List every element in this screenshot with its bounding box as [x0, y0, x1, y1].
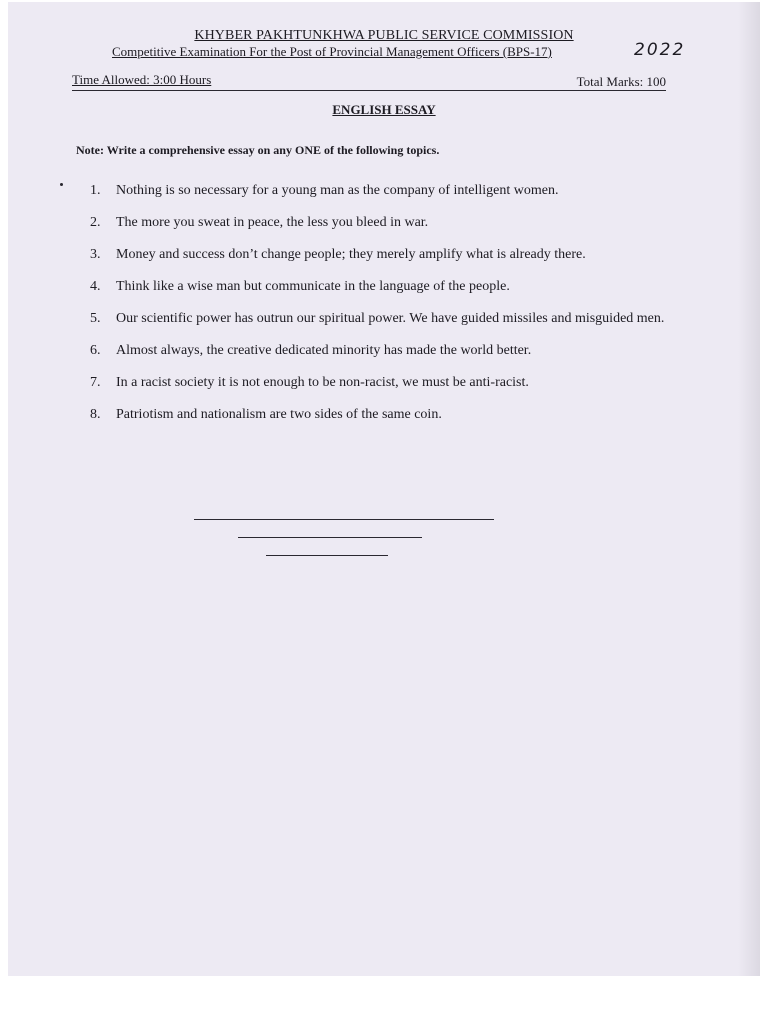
topic-item [90, 279, 670, 295]
topic-text: Money and success don’t change people; they merely amplify what is already there. [116, 247, 586, 262]
exam-meta-row [72, 72, 666, 91]
exam-paper [8, 2, 760, 976]
commission-title: KHYBER PAKHTUNKHWA PUBLIC SERVICE COMMISSION [194, 28, 574, 43]
topic-item [90, 215, 670, 231]
topic-text: Think like a wise man but communicate in the language of the people. [116, 279, 510, 294]
topic-number: 4. [90, 279, 101, 294]
topic-number: 7. [90, 375, 101, 390]
topic-number: 6. [90, 343, 101, 358]
topic-text: Patriotism and nationalism are two sides of the same coin. [116, 407, 442, 422]
topic-item [90, 247, 670, 263]
topic-text: Almost always, the creative dedicated minority has made the world better. [116, 343, 532, 358]
end-rule-medium [238, 537, 422, 538]
topic-number: 3. [90, 247, 101, 262]
end-rule-long [194, 519, 494, 520]
topic-list [90, 183, 670, 439]
topic-text: In a racist society it is not enough to be non-racist, we must be anti-racist. [116, 375, 529, 390]
topic-item [90, 183, 670, 199]
exam-subtitle: Competitive Examination For the Post of Provincial Management Officers (BPS-17) [112, 44, 552, 59]
topic-item [90, 407, 670, 423]
topic-text: The more you sweat in peace, the less you bleed in war. [116, 215, 429, 230]
topic-item [90, 375, 670, 391]
section-title: ENGLISH ESSAY [332, 102, 436, 117]
topic-number: 5. [90, 311, 101, 326]
scan-speck [60, 183, 63, 186]
topic-item [90, 311, 670, 327]
topic-number: 1. [90, 183, 101, 198]
handwritten-year: 2022 [634, 40, 686, 60]
time-allowed: Time Allowed: 3:00 Hours [72, 72, 212, 87]
instruction-note: Note: Write a comprehensive essay on any ONE of the following topics. [76, 143, 440, 157]
topic-item [90, 343, 670, 359]
topic-number: 2. [90, 215, 101, 230]
topic-text: Nothing is so necessary for a young man as the company of intelligent women. [116, 183, 559, 198]
topic-number: 8. [90, 407, 101, 422]
scan-edge-shadow [738, 2, 760, 976]
topic-text: Our scientific power has outrun our spiritual power. We have guided missiles and misguided men. [116, 311, 665, 326]
end-rule-short [266, 555, 388, 556]
total-marks: Total Marks: 100 [576, 74, 666, 89]
